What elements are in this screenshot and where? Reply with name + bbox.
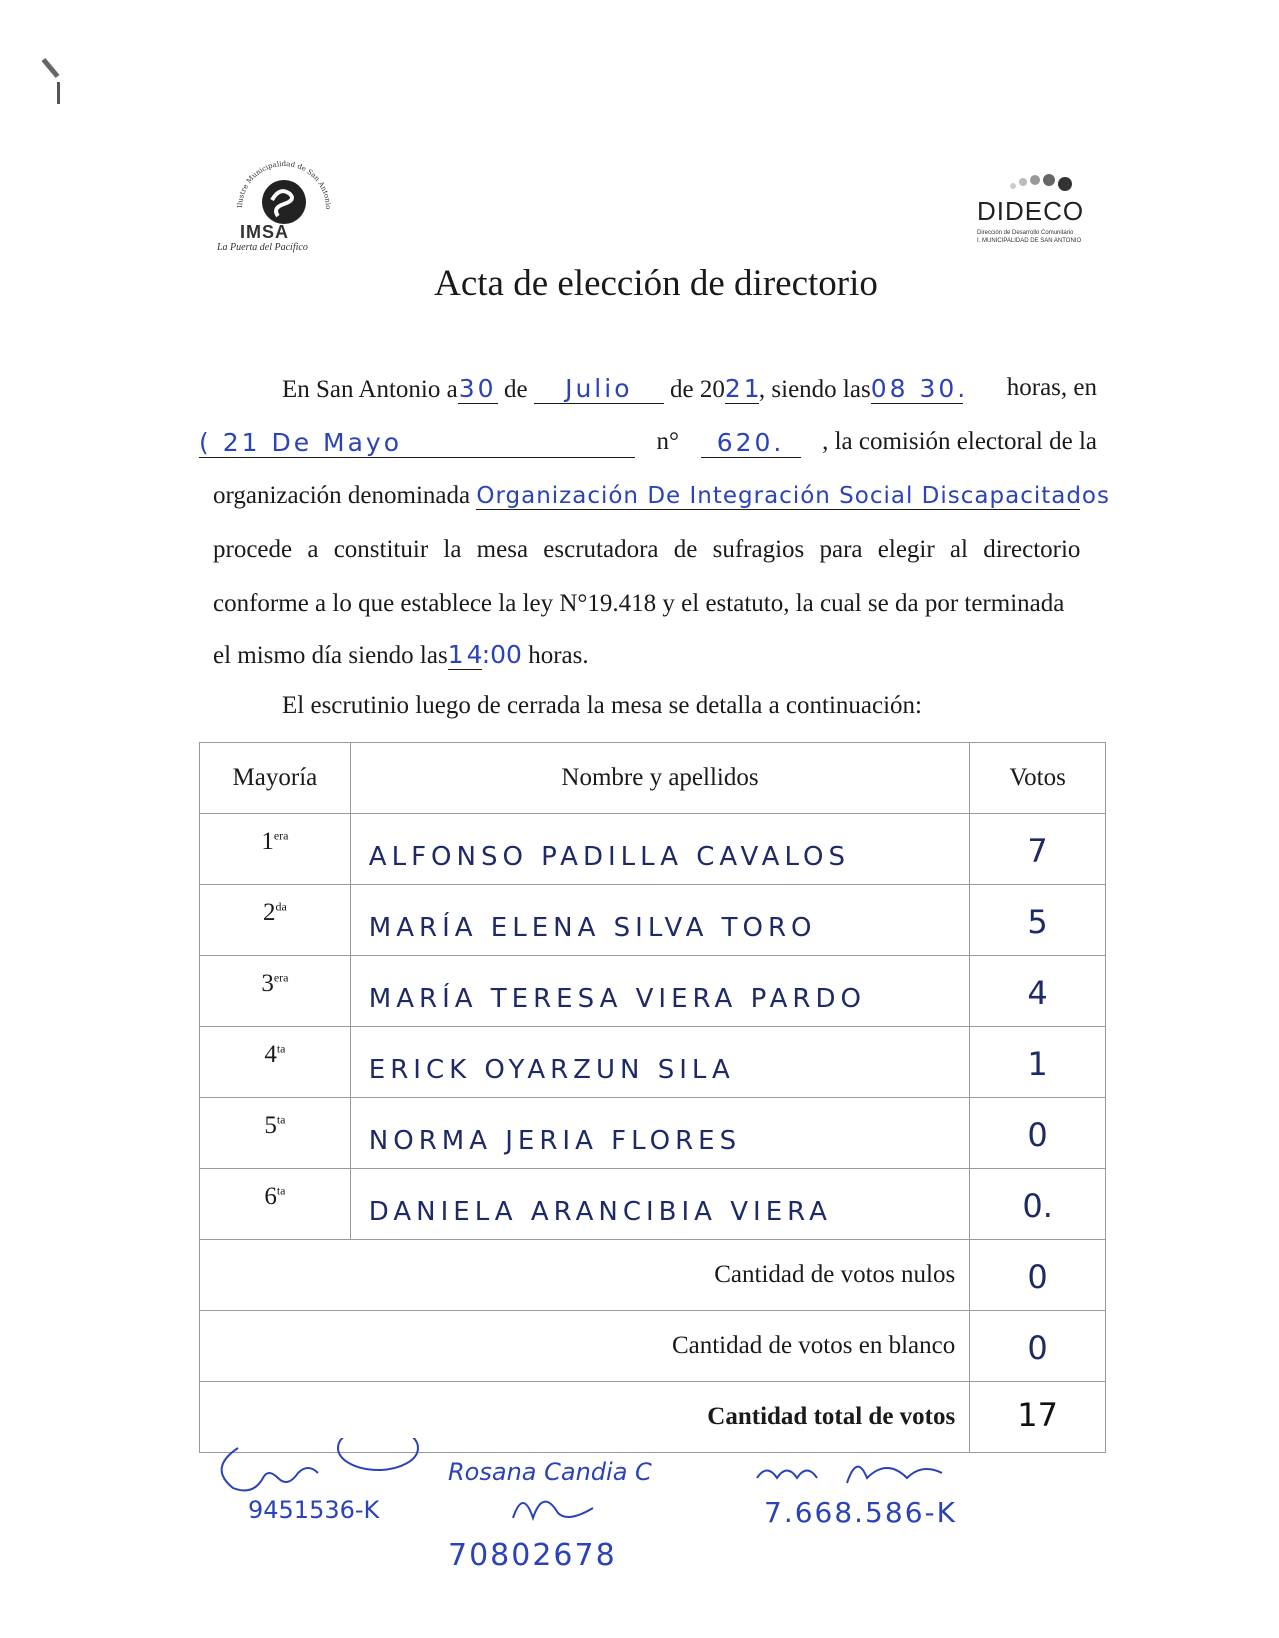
candidate-name: MARÍA TERESA VIERA PARDO	[368, 984, 866, 1014]
null-votes-value: 0	[1027, 1258, 1048, 1296]
imsa-tagline: La Puerta del Pacífico	[217, 242, 308, 253]
paragraph-line-5	[213, 590, 1097, 618]
rank-suffix: era	[273, 828, 289, 843]
intro-text: El escrutinio luego de cerrada la mesa se detalla a continuación:	[282, 692, 923, 719]
candidate-name: MARÍA ELENA SILVA TORO	[368, 913, 817, 943]
header-mayoria: Mayoría	[200, 743, 351, 814]
rank-suffix: ta	[276, 1183, 286, 1198]
table-row	[200, 814, 1106, 885]
text-frag: En San Antonio a	[282, 376, 458, 403]
blank-votes-row	[200, 1311, 1106, 1382]
candidate-votes: 5	[1027, 903, 1048, 941]
text-frag: horas.	[528, 642, 589, 669]
document-title: Acta de elección de directorio	[434, 263, 878, 304]
end-hour-field: 14	[447, 640, 486, 669]
signature-scribble-2	[508, 1488, 598, 1528]
signature-3	[752, 1458, 1002, 1548]
signature-1	[208, 1438, 438, 1528]
text-frag: procede a constituir la mesa escrutadora de sufragios para elegir al directorio	[213, 536, 1081, 563]
scan-mark	[57, 82, 60, 104]
rank-number: 1	[261, 828, 274, 855]
blank-votes-value: 0	[1027, 1329, 1048, 1367]
address-number-field: 620.	[701, 428, 801, 458]
table-row	[200, 1169, 1106, 1240]
text-frag: n°	[656, 428, 680, 455]
dideco-name: DIDECO	[977, 196, 1085, 226]
table-row	[200, 956, 1106, 1027]
signature-3-id: 7.668.586-K	[764, 1496, 957, 1529]
header-votos: Votos	[970, 743, 1106, 814]
dideco-line2: I. MUNICIPALIDAD DE SAN ANTONIO	[977, 238, 1082, 244]
table-row	[200, 1098, 1106, 1169]
rank-suffix: era	[273, 970, 289, 985]
results-table	[199, 742, 1106, 1453]
candidate-votes: 0	[1027, 1116, 1048, 1154]
total-votes-label: Cantidad total de votos	[200, 1382, 970, 1453]
rank-number: 5	[264, 1112, 277, 1139]
table-header-row	[200, 743, 1106, 814]
candidate-votes: 1	[1027, 1045, 1048, 1083]
signature-scribble-3	[752, 1458, 982, 1488]
signature-1-id: 9451536-K	[248, 1496, 380, 1524]
text-frag: el mismo día siendo las	[213, 642, 448, 669]
dideco-line1: Dirección de Desarrollo Comunitario	[977, 230, 1074, 236]
paragraph-line-3	[213, 482, 1110, 510]
null-votes-row	[200, 1240, 1106, 1311]
candidate-votes: 0.	[1022, 1187, 1053, 1225]
paragraph-line-6	[213, 640, 1097, 670]
rank-number: 3	[261, 970, 274, 997]
total-votes-value: 17	[1017, 1396, 1058, 1434]
address-field: ( 21 De Mayo	[199, 428, 635, 458]
paragraph-line-1	[282, 374, 1097, 404]
month-field: Julio	[534, 374, 664, 404]
text-frag: organización denominada	[213, 482, 471, 509]
rank-number: 2	[262, 899, 276, 926]
paragraph-line-4	[213, 536, 1097, 564]
imsa-name: IMSA	[240, 222, 289, 242]
signature-2	[448, 1458, 698, 1598]
signature-2-name: Rosana Candia C	[448, 1458, 652, 1486]
blank-votes-label: Cantidad de votos en blanco	[200, 1311, 970, 1382]
rank-suffix: ta	[276, 1112, 286, 1127]
rank-suffix: ta	[276, 1041, 286, 1056]
text-frag: , siendo las	[758, 376, 871, 403]
candidate-name: ERICK OYARZUN SILA	[368, 1055, 735, 1085]
rank-suffix: da	[275, 899, 287, 914]
candidate-name: ALFONSO PADILLA CAVALOS	[368, 842, 850, 872]
header-nombre: Nombre y apellidos	[350, 743, 969, 814]
table-row	[200, 885, 1106, 956]
scan-mark	[42, 58, 60, 78]
text-frag: , la comisión electoral de la	[822, 428, 1097, 455]
text-frag: conforme a lo que establece la ley N°19.418 y el estatuto, la cual se da por terminada	[213, 590, 1065, 617]
rank-number: 4	[264, 1041, 277, 1068]
start-time-field: 08 30.	[870, 374, 969, 403]
text-frag: de	[503, 376, 528, 403]
null-votes-label: Cantidad de votos nulos	[200, 1240, 970, 1311]
imsa-logo	[212, 146, 357, 256]
text-frag: horas, en	[1006, 374, 1097, 401]
imsa-emblem-icon	[212, 146, 357, 226]
paragraph-line-2	[199, 428, 1097, 458]
text-frag: de 20	[670, 376, 725, 403]
end-minute-field: :00	[481, 640, 522, 669]
table-row	[200, 1027, 1106, 1098]
day-field: 30	[458, 374, 497, 403]
dideco-dots-icon	[1003, 168, 1103, 198]
candidate-name: DANIELA ARANCIBIA VIERA	[368, 1197, 832, 1227]
signature-2-id: 70802678	[448, 1538, 617, 1573]
candidate-votes: 7	[1027, 832, 1048, 870]
candidate-votes: 4	[1027, 974, 1048, 1012]
imsa-arc-text: Ilustre Municipalidad de San Antonio	[235, 159, 333, 210]
dideco-logo	[975, 168, 1105, 248]
year-field: 21	[724, 374, 763, 403]
organization-field: Organización De Integración Social Discapacitados	[476, 483, 1110, 509]
signature-scribble-1	[208, 1438, 438, 1498]
candidate-name: NORMA JERIA FLORES	[368, 1126, 742, 1156]
rank-number: 6	[264, 1183, 277, 1210]
